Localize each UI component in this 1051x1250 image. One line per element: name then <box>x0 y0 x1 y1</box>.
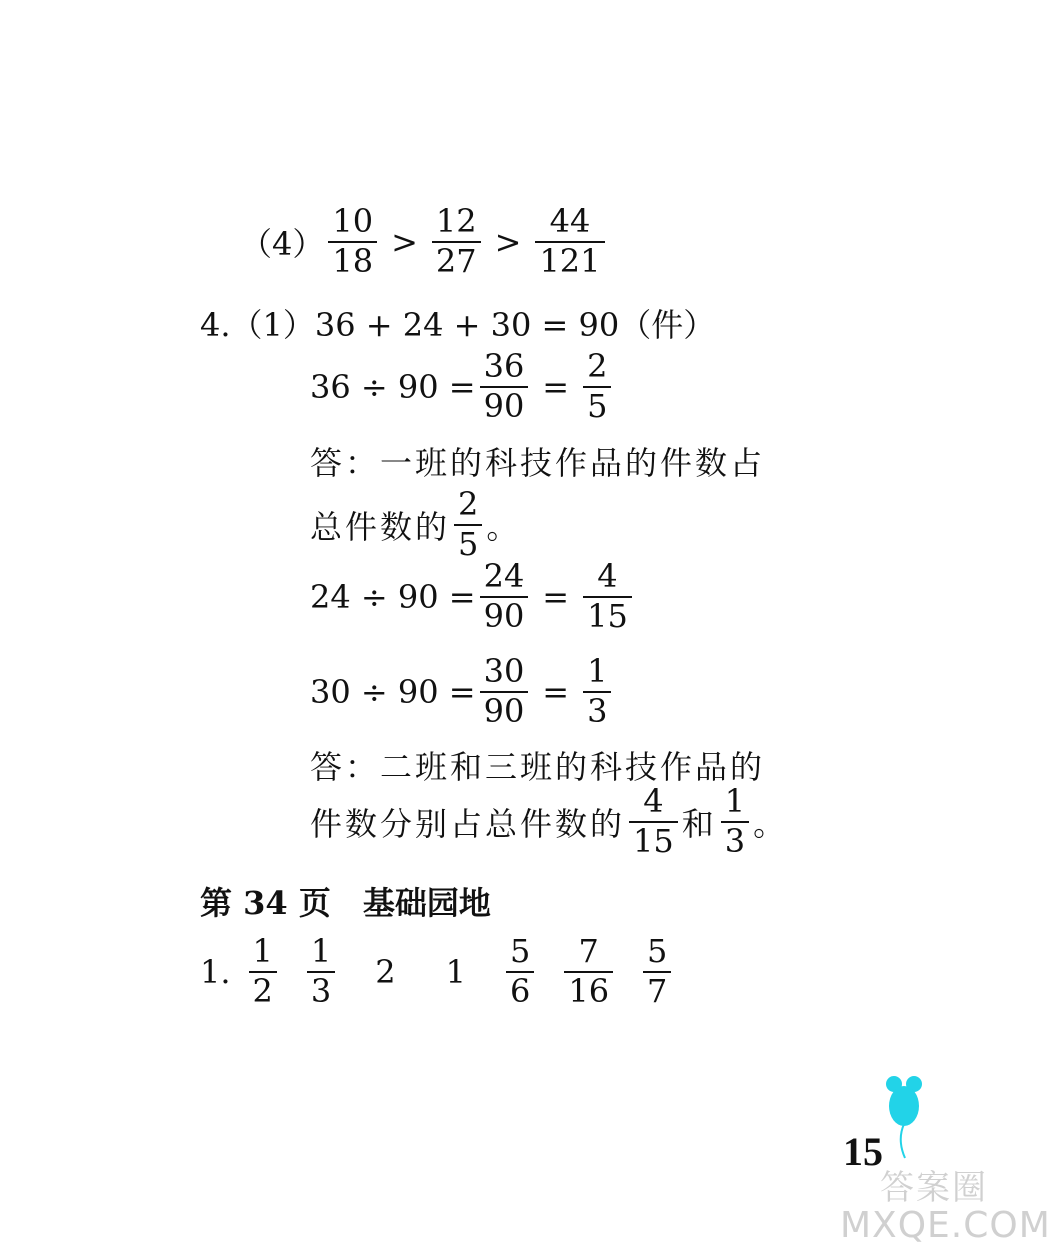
fraction: $\frac{2}{5}$ <box>454 488 482 561</box>
section-heading: 第 34 页 基础园地 <box>200 884 491 922</box>
answer-2-line-1: 答：二班和三班的科技作品的 <box>310 748 766 786</box>
fraction: $\frac{1}{2}$ <box>249 935 277 1008</box>
fraction: $\frac{4}{15}$ <box>583 560 632 633</box>
fraction: $\frac{1}{3}$ <box>307 935 335 1008</box>
equals-sign: = <box>542 672 570 711</box>
fraction: $\frac{24}{90}$ <box>480 560 529 633</box>
calc-lhs: 24 ÷ 90 = <box>310 577 476 616</box>
equals-sign: = <box>542 367 570 406</box>
fraction: $\frac{12}{27}$ <box>432 205 481 278</box>
fraction: $\frac{7}{16}$ <box>564 935 613 1008</box>
fraction: $\frac{2}{5}$ <box>583 350 611 423</box>
q1-prefix: 1. <box>200 952 231 991</box>
item4-label: （4） <box>240 224 325 263</box>
q4-prefix: 4.（1） <box>200 306 315 344</box>
q4-sum-equation: 36 + 24 + 30 = 90（件） <box>314 306 716 344</box>
watermark-url: MXQE.COM <box>840 1205 1051 1246</box>
fraction: $\frac{44}{121}$ <box>535 205 604 278</box>
plain-answer: 1 <box>445 952 466 991</box>
q1-answers <box>200 932 675 1010</box>
page-number: 15 <box>843 1129 883 1174</box>
fraction: $\frac{1}{3}$ <box>721 785 749 858</box>
calc-line-2 <box>310 557 636 635</box>
answer-1-line-2: 总件数的 $\frac{2}{5}$ 。 <box>310 485 522 563</box>
watermark-logo: 答案圈 <box>880 1168 988 1208</box>
fraction: $\frac{4}{15}$ <box>629 785 678 858</box>
fraction: $\frac{30}{90}$ <box>480 655 529 728</box>
item4-comparison <box>240 202 609 280</box>
calc-line-3 <box>310 652 615 730</box>
fraction: $\frac{5}{6}$ <box>506 935 534 1008</box>
greater-than-sign: > <box>494 222 522 261</box>
fraction: $\frac{5}{7}$ <box>643 935 671 1008</box>
greater-than-sign: > <box>391 222 418 261</box>
calc-lhs: 30 ÷ 90 = <box>310 672 476 711</box>
fraction: $\frac{10}{18}$ <box>328 205 377 278</box>
calc-lhs: 36 ÷ 90 = <box>310 367 476 406</box>
equals-sign: = <box>542 577 570 616</box>
calc-line-1 <box>310 347 615 425</box>
mouse-mascot-icon <box>885 1072 925 1162</box>
q4-sum-line <box>200 300 715 346</box>
fraction: $\frac{36}{90}$ <box>480 350 529 423</box>
plain-answer: 2 <box>375 952 396 991</box>
answer-2-line-2: 件数分别占总件数的 $\frac{4}{15}$ 和 $\frac{1}{3}$ 。 <box>310 782 789 860</box>
fraction: $\frac{1}{3}$ <box>583 655 611 728</box>
answer-1-line-1: 答：一班的科技作品的件数占 <box>310 444 766 482</box>
